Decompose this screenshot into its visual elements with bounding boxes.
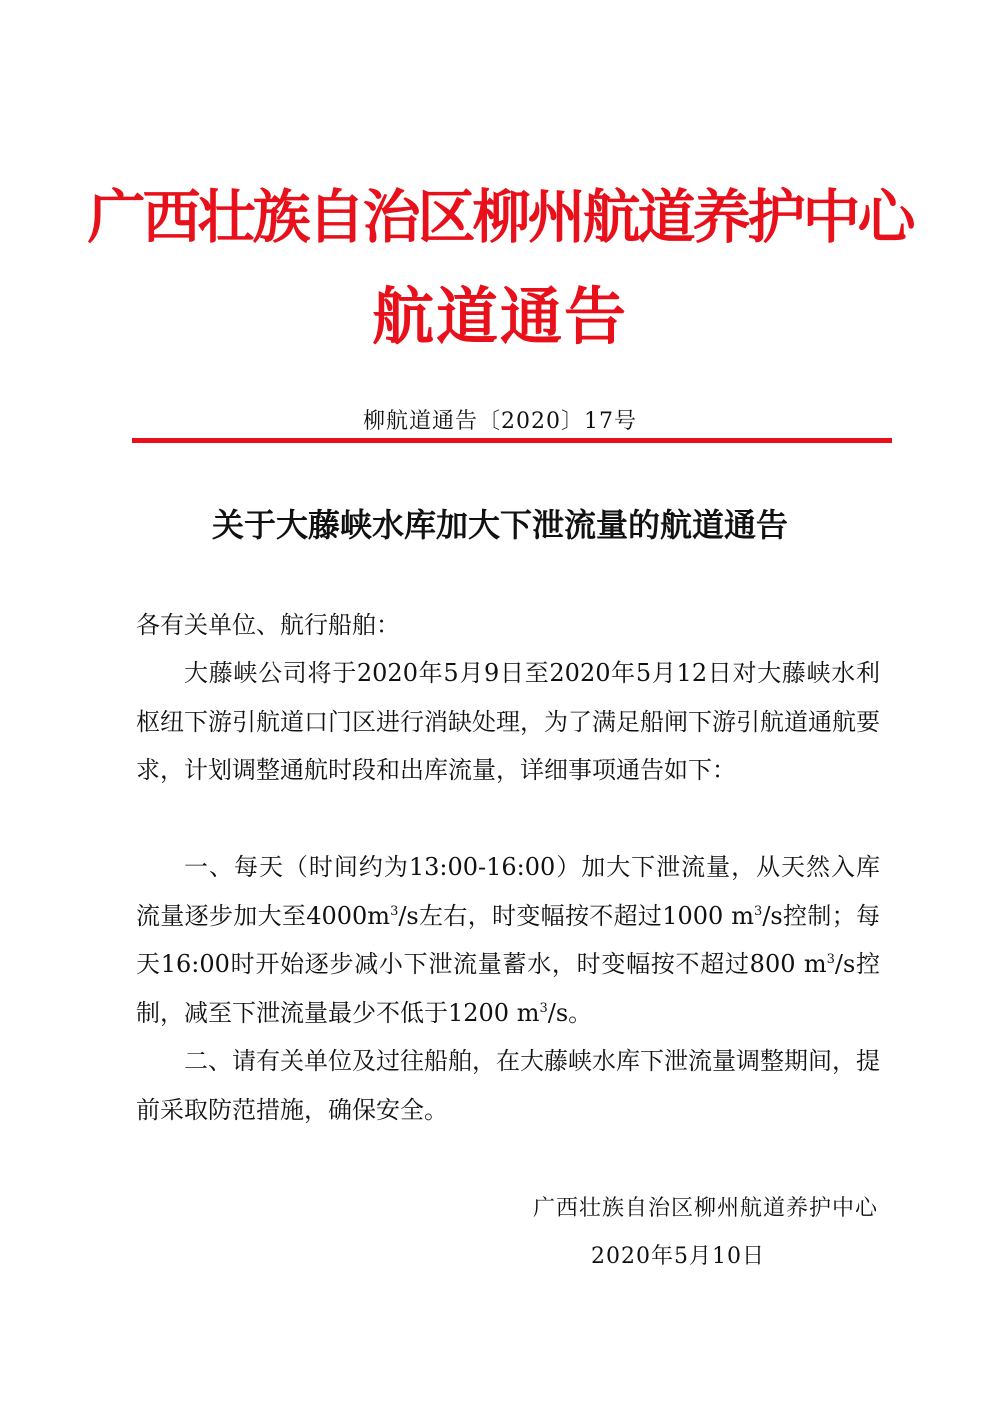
text-segment: /s控制；每天16:00时开始逐步减小下泄流量蓄水，时变幅按不超过800 m xyxy=(136,901,880,978)
paragraph-intro: 大藤峡公司将于2020年5月9日至2020年5月12日对大藤峡水利枢纽下游引航道口门区进行消缺处理，为了满足船闸下游引航道通航要求，计划调整通航时段和出库流量，详细事项通告如下： xyxy=(136,659,880,784)
text-segment: /s控制，减至下泄流量最少不低于1200 m xyxy=(136,950,880,1027)
red-divider-line xyxy=(132,438,892,443)
document-number: 柳航道通告〔2020〕17号 xyxy=(363,409,637,434)
text-segment: 一、每天（时间约为13:00-16:00）加大下泄流量，从天然入库流量逐步加大至4000m xyxy=(136,853,880,930)
superscript: 3 xyxy=(539,1000,548,1016)
signature-org: 广西壮族自治区柳州航道养护中心 xyxy=(532,1196,878,1221)
superscript: 3 xyxy=(754,903,763,919)
paragraph-item-1 xyxy=(136,843,880,1037)
text-segment: /s。 xyxy=(547,998,593,1027)
paragraph-item-2: 二、请有关单位及过往船舶，在大藤峡水库下泄流量调整期间，提前采取防范措施，确保安全。 xyxy=(136,1047,880,1124)
superscript: 3 xyxy=(826,952,835,967)
signature-date: 2020年5月10日 xyxy=(591,1244,765,1269)
issuing-org-title: 广西壮族自治区柳州航道养护中心 xyxy=(87,183,913,251)
salutation: 各有关单位、航行船舶： xyxy=(136,611,400,639)
text-segment: /s左右，时变幅按不超过1000 m xyxy=(398,901,755,930)
notice-type-title: 航道通告 xyxy=(371,280,628,353)
notice-subject: 关于大藤峡水库加大下泄流量的航道通告 xyxy=(211,506,788,544)
superscript: 3 xyxy=(390,903,399,919)
